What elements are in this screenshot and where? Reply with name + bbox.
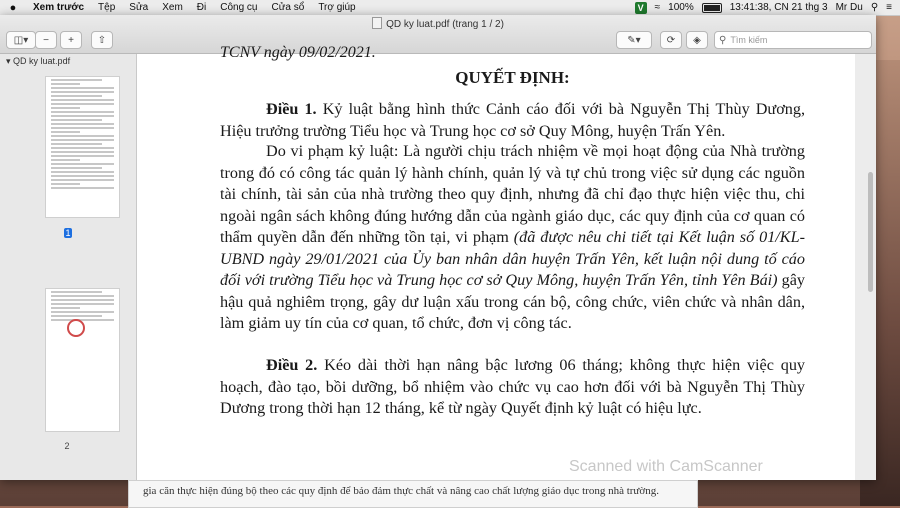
markup-toolbar-button[interactable]: ◈	[686, 31, 708, 49]
zoom-in-button[interactable]: +	[60, 31, 82, 49]
sidebar-file-label[interactable]: ▾ QD ky luat.pdf	[6, 56, 71, 66]
search-field[interactable]	[714, 31, 872, 49]
page-number-2: 2	[64, 441, 70, 451]
menu-app-name[interactable]: Xem trước	[33, 2, 85, 13]
menu-clock[interactable]: 13:41:38, CN 21 thg 3	[729, 2, 828, 13]
article-2-paragraph	[220, 355, 805, 420]
markup-pen-button[interactable]: ✎▾	[616, 31, 652, 49]
sidebar-toggle-button[interactable]: ◫▾	[6, 31, 36, 49]
vertical-scrollbar[interactable]	[868, 172, 873, 292]
battery-icon[interactable]	[702, 3, 722, 13]
window-titlebar	[0, 15, 876, 54]
menu-list-icon[interactable]: ≡	[886, 2, 892, 13]
violation-text: Do vi phạm kỷ luật: Là người chịu trách nhiệm về mọi hoạt động của Nhà trường trong đó có công tác quản lý hành chính, quản lý và tự chủ trong việc sử dụng các nguồn tài chính, tài sản của nhà trường theo quy định, nhưng đã chỉ đạo thực hiện việc thu, chi ngoài ngân sách không đúng hướng dẫn của ngành giáo dục, các quy định của cơ quan có thẩm quyền dẫn đến những tồn tại, vi phạm	[220, 142, 805, 246]
thumbnail-sidebar	[0, 54, 137, 480]
wifi-icon[interactable]: ≈	[654, 2, 661, 13]
menu-go[interactable]: Đi	[196, 2, 207, 13]
camscanner-watermark: Scanned with CamScanner	[569, 458, 763, 475]
apple-menu-icon[interactable]: ●	[9, 1, 17, 14]
status-area	[635, 2, 900, 14]
vietnamese-input-icon[interactable]: V	[635, 2, 647, 14]
menu-file[interactable]: Tệp	[98, 2, 116, 13]
user-name[interactable]: Mr Du	[835, 2, 863, 13]
menu-window[interactable]: Cửa sổ	[271, 2, 305, 13]
rotate-button[interactable]: ⟳	[660, 31, 682, 49]
previous-line-fragment: TCNV ngày 09/02/2021.	[220, 44, 376, 61]
violation-paragraph	[220, 141, 805, 335]
menu-help[interactable]: Trợ giúp	[318, 2, 356, 13]
battery-percent: 100%	[668, 2, 694, 13]
page-thumbnail-2[interactable]	[45, 288, 120, 432]
pdf-file-icon	[372, 17, 382, 29]
article-2-text: Kéo dài thời hạn nâng bậc lương 06 tháng; không thực hiện việc quy hoạch, đào tạo, bồi dưỡng, bổ nhiệm vào chức vụ cao hơn đối với bà Nguyễn Thị Thùy Dương trong thời hạn 12 tháng, kể từ ngày Quyết định kỷ luật có hiệu lực.	[220, 356, 806, 417]
search-placeholder: Tìm kiếm	[730, 35, 768, 45]
page-thumbnail-1[interactable]	[45, 76, 120, 218]
zoom-out-button[interactable]: −	[35, 31, 57, 49]
document-viewport[interactable]	[137, 44, 876, 480]
share-button[interactable]: ⇧	[91, 31, 113, 49]
decision-heading: QUYẾT ĐỊNH:	[455, 68, 570, 87]
menu-bar	[0, 0, 900, 16]
window-title: QD ky luat.pdf (trang 1 / 2)	[0, 17, 876, 30]
search-spotlight-icon[interactable]: ⚲	[870, 2, 879, 13]
violation-citation: (đã được nêu chi tiết tại Kết luận số 01/KL-UBND ngày 29/01/2021 của Ủy ban nhân dân huyện Trấn Yên, kết luận nội dung tố cáo đối với trường Tiểu học và Trung học cơ sở Quy Mông, huyện Trấn Yên, tỉnh Yên Bái)	[220, 228, 805, 289]
background-document-window[interactable]	[128, 480, 698, 508]
menu-tools[interactable]: Công cụ	[220, 2, 258, 13]
background-document-text: gia căn thực hiện đúng bộ theo các quy định để bảo đảm thực chất và nâng cao chất lượng giáo dục trong nhà trường.	[143, 485, 659, 497]
preview-window	[0, 15, 876, 480]
article-2-label: Điều 2.	[266, 356, 318, 374]
violation-consequence: gây hậu quả nghiêm trọng, gây dư luận xấu trong cán bộ, công chức, viên chức và nhân dân, làm giảm uy tín của cơ quan, tổ chức, đơn vị công tác.	[220, 271, 805, 332]
page-number-1: 1	[65, 228, 71, 238]
stamp-icon	[67, 319, 85, 337]
menu-edit[interactable]: Sửa	[129, 2, 149, 13]
search-icon: ⚲	[719, 34, 727, 46]
pdf-page	[137, 44, 855, 480]
article-1-text: Kỷ luật bằng hình thức Cảnh cáo đối với bà Nguyễn Thị Thùy Dương, Hiệu trưởng trường Tiểu học và Trung học cơ sở Quy Mông, huyện Trấn Yên.	[220, 100, 806, 140]
article-1-label: Điều 1.	[266, 100, 317, 118]
article-1-paragraph	[220, 99, 805, 142]
disclosure-icon: ▾	[6, 56, 11, 66]
menu-view[interactable]: Xem	[162, 2, 183, 13]
